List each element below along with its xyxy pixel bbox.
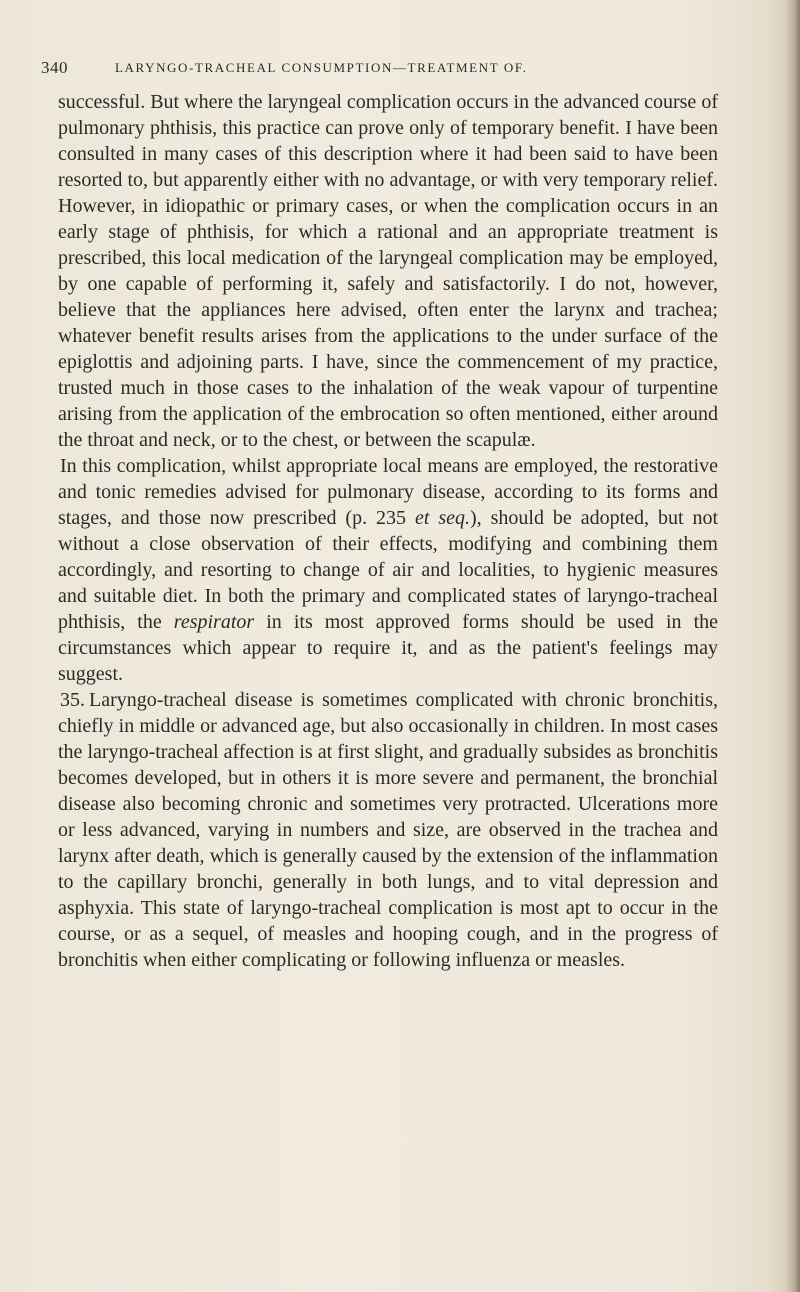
page-number: 340 bbox=[41, 58, 68, 77]
paragraph-continuation: successful. But where the laryngeal complication occurs in the advanced course of pulmonary phthisis, this practice can prove only of temporary benefit. I have been consulted in many cases of this description where it had been said to have been resorted to, but apparently either with no advantage, or with very temporary relief. However, in idiopathic or primary cases, or when the complication occurs in an early stage of phthisis, for which a rational and an appropriate treatment is prescribed, this local medication of the laryngeal complication may be employed, by one capable of performing it, safely and satisfactorily. I do not, however, believe that the appliances here advised, often enter the larynx and trachea; whatever benefit results arises from the applications to the under surface of the epiglottis and adjoining parts. I have, since the commencement of my practice, trusted much in those cases to the inhalation of the weak vapour of turpentine arising from the application of the embrocation so often mentioned, either around the throat and neck, or to the chest, or between the scapulæ. bbox=[58, 91, 718, 451]
paragraph-text: Laryngo-tracheal disease is sometimes complicated with chronic bronchitis, chiefly in middle or advanced age, but also occasionally in children. In most cases the laryngo-tracheal affection is at first slight, and gradually subsides as bronchitis becomes developed, but in others it is more severe and permanent, the bronchial disease also becoming chronic and sometimes very protracted. Ulcerations more or less advanced, varying in numbers and size, are observed in the trachea and larynx after death, which is generally caused by the extension of the inflammation to the capillary bronchi, generally in both lungs, and to vital depression and asphyxia. This state of laryngo-tracheal complication is most apt to occur in the course, or as a sequel, of measles and hooping cough, and in the progress of bronchitis when either complicating or following influenza or measles. bbox=[58, 689, 718, 971]
paragraph-35 bbox=[58, 687, 718, 973]
paragraph-text-segment: In this complication, whilst appropriate local means are employed, the restorative and tonic remedies advised for pulmonary disease, according to its forms and stages, and those now prescribed (p. 235 bbox=[58, 455, 718, 529]
page-edge-shadow bbox=[786, 0, 800, 1292]
running-head-title: LARYNGO-TRACHEAL CONSUMPTION—TREATMENT OF. bbox=[115, 60, 528, 75]
italic-term-respirator: respirator bbox=[173, 611, 255, 633]
running-head bbox=[41, 58, 691, 80]
paragraph-text-segment: ), should be adopted, but not without a close observation of their effects, modifying and combining them accordingly, and resorting to change of air and localities, to hygienic measures and suitable diet. In both the primary and complicated states of laryngo-tracheal phthisis, the bbox=[58, 507, 719, 633]
paragraph-number: 35. bbox=[60, 689, 85, 711]
paragraph-text-segment: in its most approved forms should be used in the circumstances which appear to require it, and as the patient's feelings may suggest. bbox=[58, 611, 718, 685]
paragraph-complication-treatment bbox=[58, 453, 718, 687]
italic-reference: et seq. bbox=[414, 507, 470, 529]
body-text bbox=[58, 89, 718, 973]
